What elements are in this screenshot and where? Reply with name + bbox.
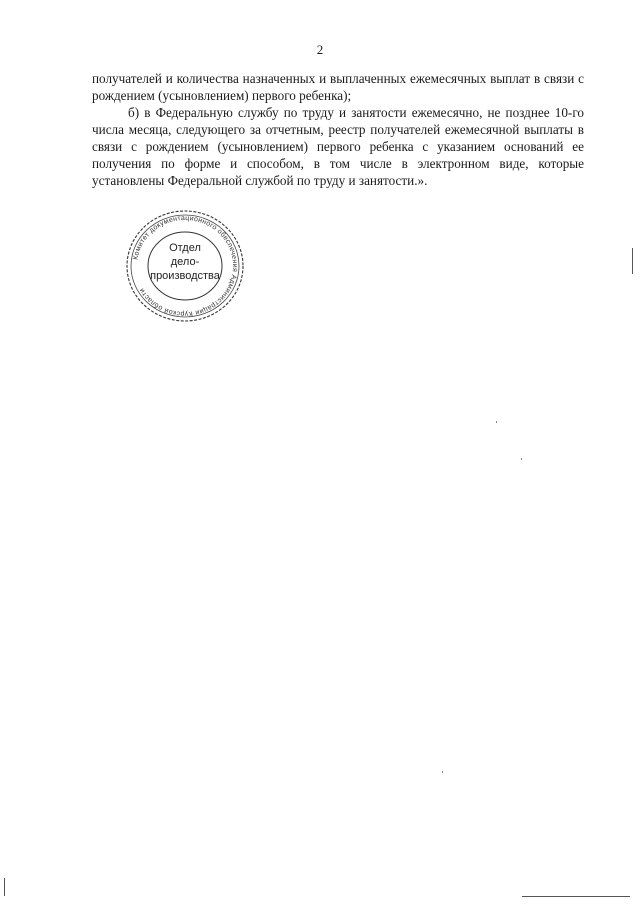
scan-mark-right — [632, 248, 633, 274]
stamp-center-line-1: Отдел — [169, 242, 201, 254]
stamp-outer-text: Комитет документационного обеспечения Администрации Курской области — [132, 214, 239, 318]
stamp-seal — [120, 207, 250, 325]
scan-speck-2 — [521, 458, 522, 460]
scan-speck-1 — [496, 421, 497, 423]
scan-mark-bottom-line — [522, 896, 630, 897]
page-number: 2 — [316, 42, 324, 57]
scan-speck-3 — [442, 771, 443, 773]
stamp-center-line-3: производства — [150, 270, 220, 282]
paragraph-2: б) в Федеральную службу по труду и занятости ежемесячно, не позднее 10-го числа месяца, следующего за отчетным, реестр получателей ежемесячной выплаты в связи с рождением (усыновлением) первого ребенка с указанием оснований ее получения по форме и способом, в том числе в электронном виде, которые установлены Федеральной службой по труду и занятости.». — [92, 105, 584, 188]
paragraph-1: получателей и количества назначенных и выплаченных ежемесячных выплат в связи с рождением (усыновлением) первого ребенка); — [92, 71, 584, 103]
document-body — [92, 70, 584, 189]
office-stamp — [120, 207, 250, 325]
scan-mark-left-bottom — [4, 878, 5, 896]
stamp-center-line-2: дело- — [170, 256, 200, 268]
